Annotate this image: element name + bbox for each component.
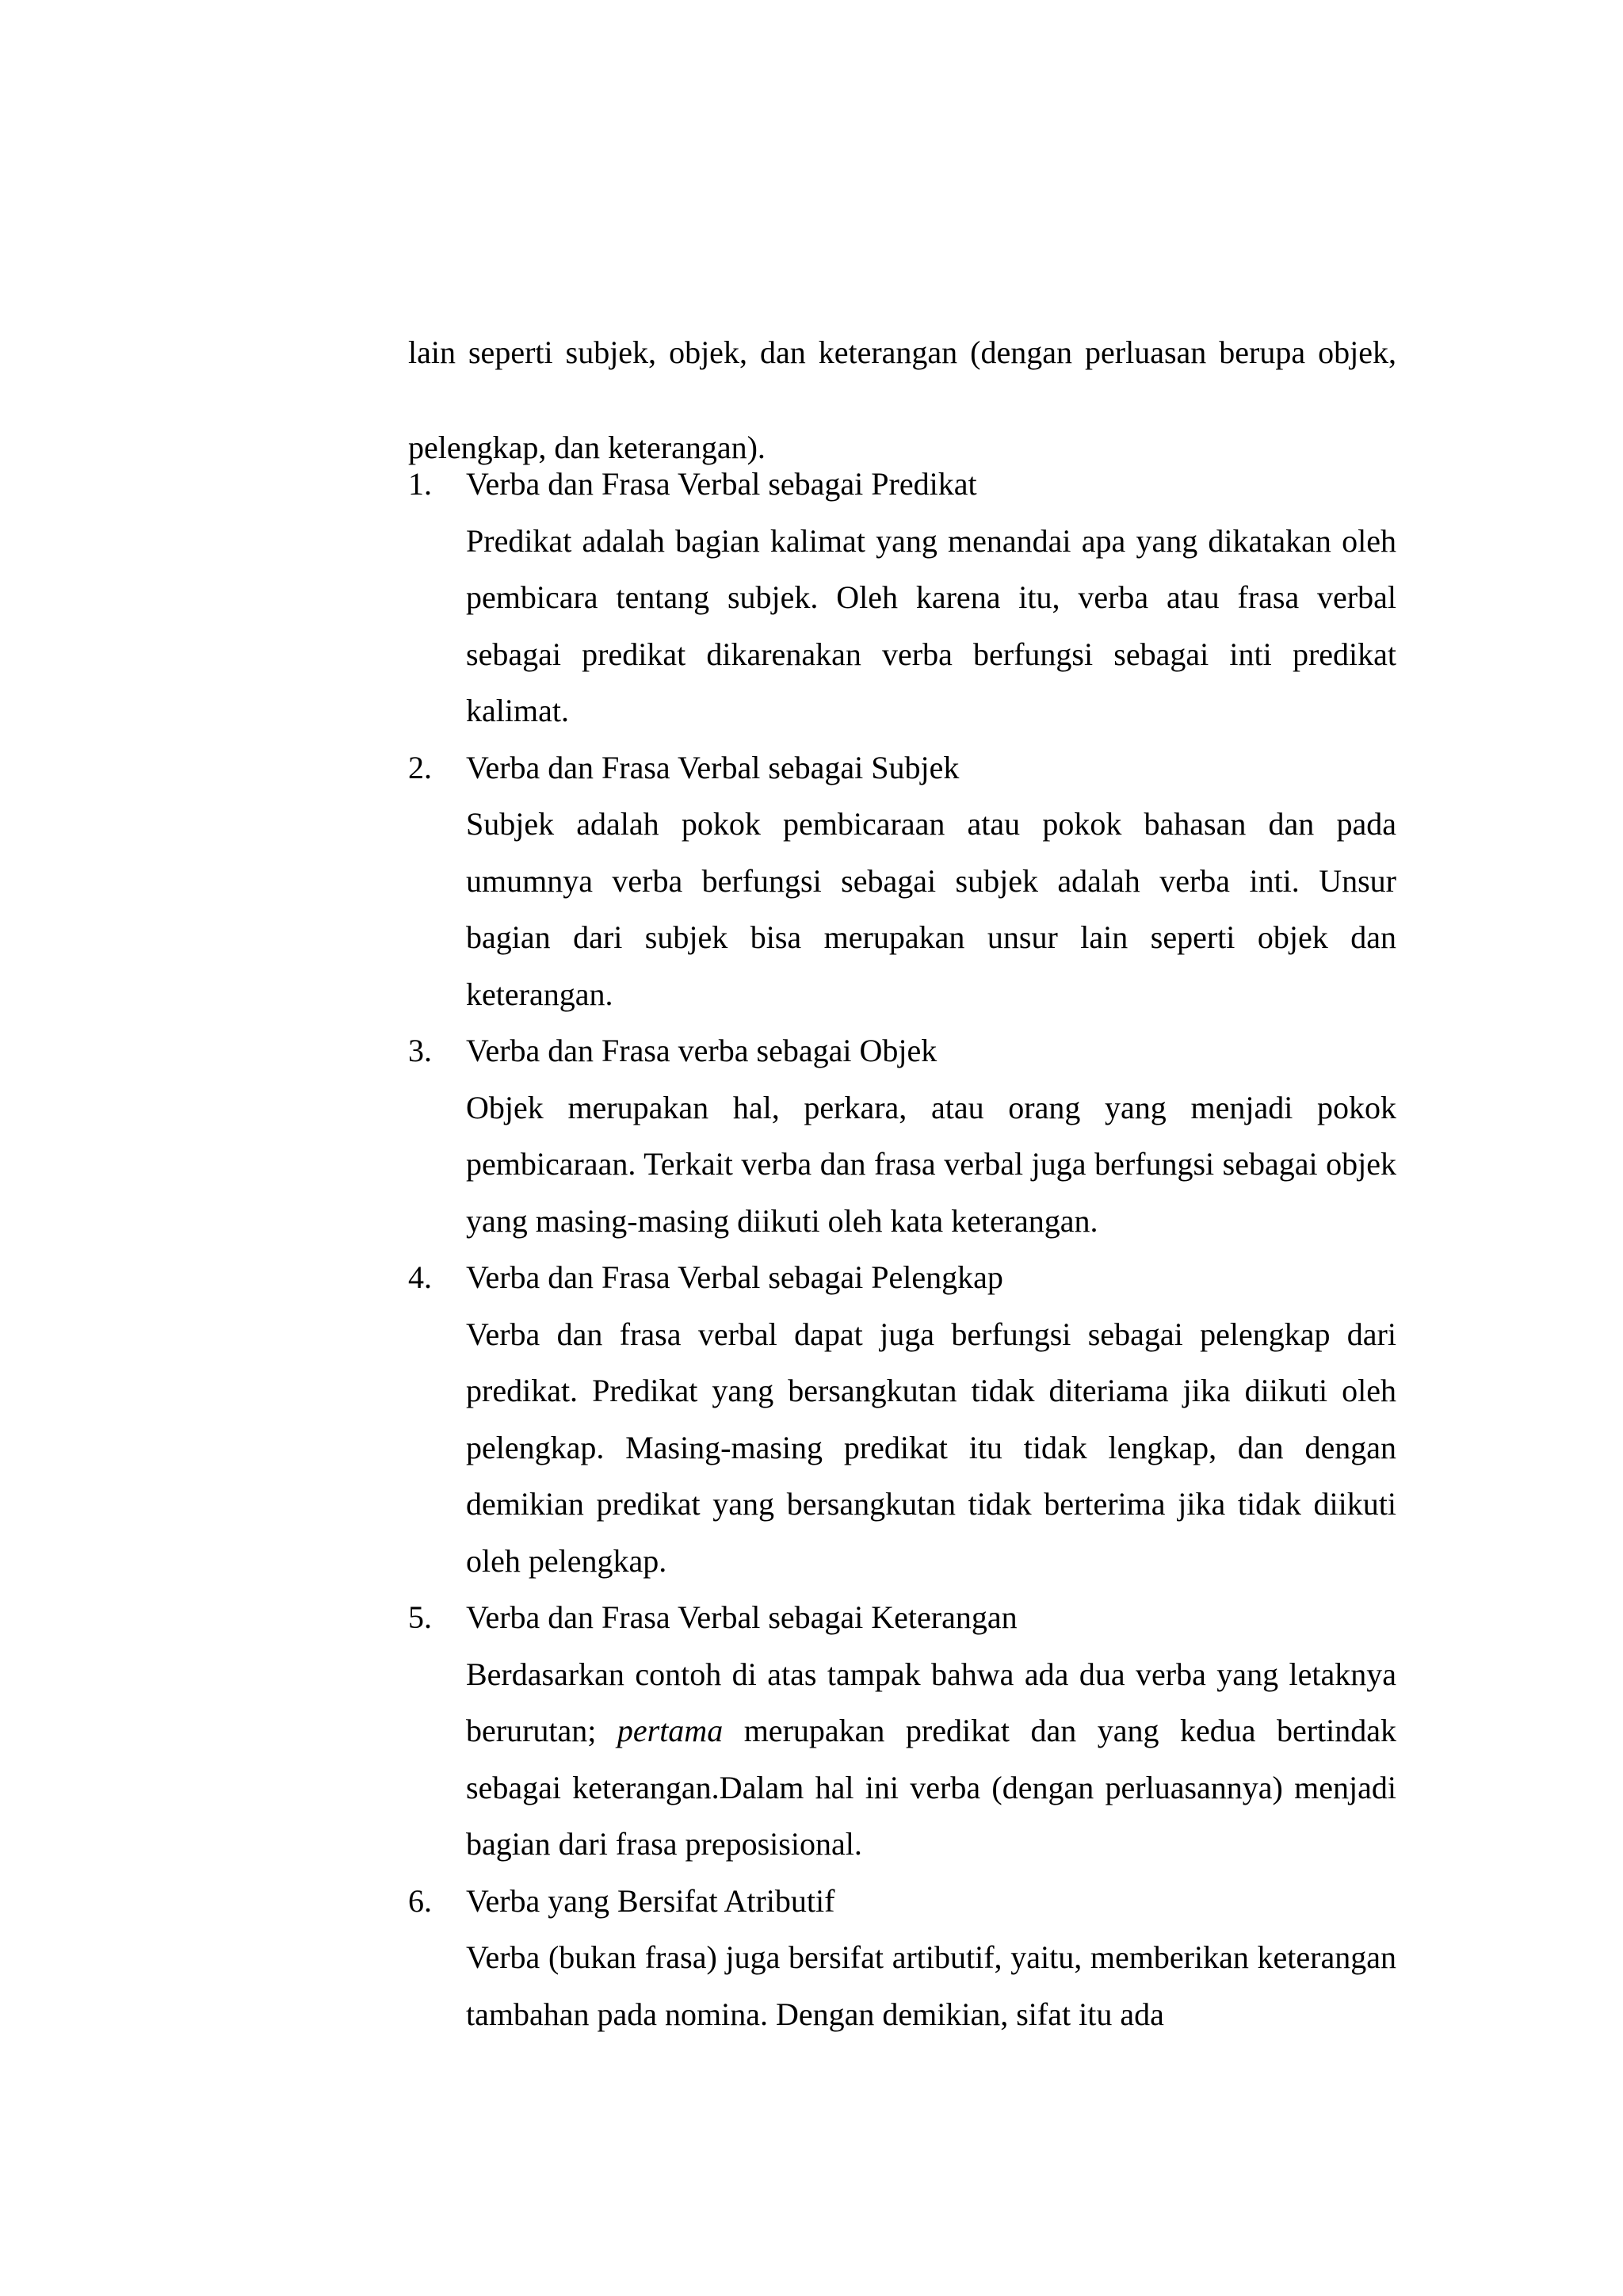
list-item	[408, 456, 1396, 739]
list-item-body: Subjek adalah pokok pembicaraan atau pokok bahasan dan pada umumnya verba berfungsi sebagai subjek adalah verba inti. Unsur bagian dari subjek bisa merupakan unsur lain seperti objek dan keterangan.	[466, 806, 1396, 1012]
list-item	[408, 739, 1396, 1023]
list-item-number: 6.	[408, 1882, 432, 1919]
list-item-heading: Verba dan Frasa Verbal sebagai Keterangan	[466, 1599, 1018, 1635]
list-item-heading: Verba dan Frasa Verbal sebagai Subjek	[466, 749, 960, 785]
list-item-heading: Verba dan Frasa Verbal sebagai Predikat	[466, 466, 977, 502]
list-item-body: Verba (bukan frasa) juga bersifat artibutif, yaitu, memberikan keterangan tambahan pada nomina. Dengan demikian, sifat itu ada	[466, 1939, 1396, 2032]
list-item-number: 3.	[408, 1033, 432, 1068]
body-text-after: merupakan predikat dan yang kedua bertindak sebagai keterangan.Dalam hal ini verba (dengan perluasannya) menjadi bagian dari frasa preposisional.	[466, 1713, 1396, 1862]
list-item-body: Predikat adalah bagian kalimat yang menandai apa yang dikatakan oleh pembicara tentang subjek. Oleh karena itu, verba atau frasa verbal sebagai predikat dikarenakan verba berfungsi sebagai inti predikat kalimat.	[466, 522, 1396, 728]
list-item-heading: Verba dan Frasa Verbal sebagai Pelengkap	[466, 1259, 1003, 1295]
list-item-heading: Verba yang Bersifat Atributif	[466, 1882, 835, 1919]
verb-function-list	[408, 456, 1396, 2042]
list-item	[408, 1873, 1396, 2043]
list-item	[408, 1589, 1396, 1873]
list-item-number: 2.	[408, 749, 432, 785]
body-text-before: Berdasarkan contoh di atas tampak bahwa ada dua verba yang letaknya berurutan;	[466, 1656, 1396, 1748]
list-item-number: 1.	[408, 466, 432, 502]
list-item-heading: Verba dan Frasa verba sebagai Objek	[466, 1033, 938, 1068]
list-item	[408, 1249, 1396, 1589]
list-item	[408, 1022, 1396, 1249]
list-item-body	[466, 1646, 1396, 1873]
list-item-number: 4.	[408, 1259, 432, 1295]
body-emphasis: pertama	[617, 1713, 724, 1748]
list-item-body: Objek merupakan hal, perkara, atau orang yang menjadi pokok pembicaraan. Terkait verba dan frasa verbal juga berfungsi sebagai objek yang masing-masing diikuti oleh kata keterangan.	[466, 1089, 1396, 1239]
intro-paragraph: lain seperti subjek, objek, dan keterangan (dengan perluasan berupa objek, pelengkap, dan keterangan).	[408, 334, 1396, 465]
list-item-number: 5.	[408, 1599, 432, 1635]
list-item-body: Verba dan frasa verbal dapat juga berfungsi sebagai pelengkap dari predikat. Predikat yang bersangkutan tidak diteriama jika diikuti oleh pelengkap. Masing-masing predikat itu tidak lengkap, dan dengan demikian predikat yang bersangkutan tidak berterima jika tidak diikuti oleh pelengkap.	[466, 1316, 1396, 1579]
